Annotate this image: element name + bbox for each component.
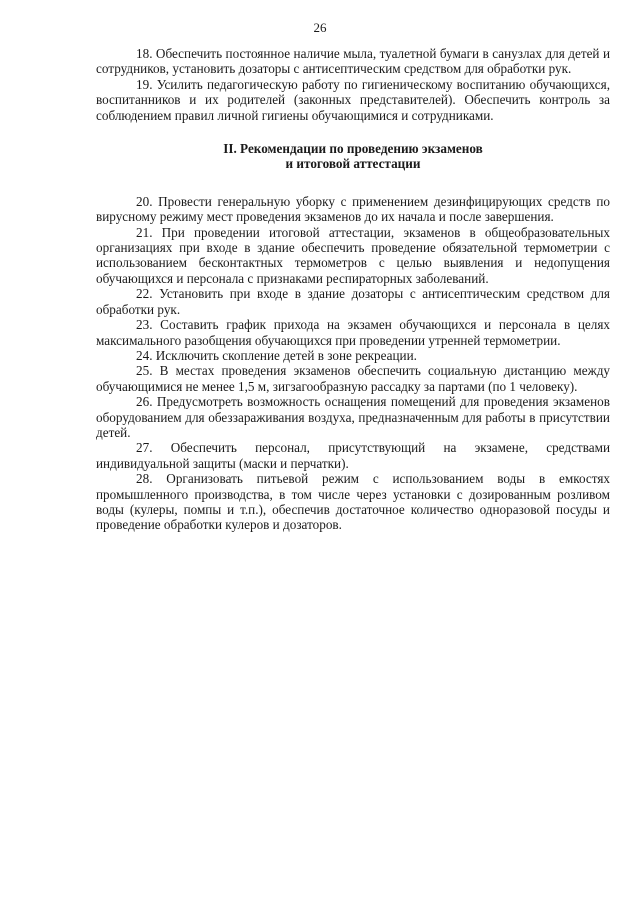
list-item-23: 23. Составить график прихода на экзамен обучающихся и персонала в целях максимального разобщения обучающихся при проведении утренней термометрии. bbox=[96, 317, 610, 348]
page-content bbox=[96, 46, 610, 533]
list-item-22: 22. Установить при входе в здание дозаторы с антисептическим средством для обработки рук. bbox=[96, 286, 610, 317]
section-heading-line-1: II. Рекомендации по проведению экзаменов bbox=[223, 141, 483, 157]
list-item-28: 28. Организовать питьевой режим с использованием воды в емкостях промышленного производства, в том числе через установки с дозированным розливом воды (кулеры, помпы и т.п.), обеспечив достаточное количество одноразовой посуды и проведение обработки кулеров и дозаторов. bbox=[96, 471, 610, 533]
section-heading-line-2: и итоговой аттестации bbox=[285, 156, 421, 172]
list-item-18: 18. Обеспечить постоянное наличие мыла, туалетной бумаги в санузлах для детей и сотрудников, установить дозаторы с антисептическим средством для обработки рук. bbox=[96, 46, 610, 77]
list-item-26: 26. Предусмотреть возможность оснащения помещений для проведения экзаменов оборудованием для обеззараживания воздуха, предназначенным для работы в присутствии детей. bbox=[96, 394, 610, 440]
list-item-19: 19. Усилить педагогическую работу по гигиеническому воспитанию обучающихся, воспитанников и их родителей (законных представителей). Обеспечить контроль за соблюдением правил личной гигиены обучающимися и сотрудниками. bbox=[96, 76, 610, 123]
list-item-20: 20. Провести генеральную уборку с применением дезинфицирующих средств по вирусному режиму мест проведения экзаменов до их начала и после завершения. bbox=[96, 193, 610, 225]
list-item-24: 24. Исключить скопление детей в зоне рекреации. bbox=[136, 347, 417, 363]
list-item-25: 25. В местах проведения экзаменов обеспечить социальную дистанцию между обучающимися не менее 1,5 м, зигзагообразную рассадку за партами (по 1 человеку). bbox=[96, 363, 610, 394]
list-item-21: 21. При проведении итоговой аттестации, экзаменов в общеобразовательных организациях при входе в здание обеспечить проведение обязательной термометрии с использованием бесконтактных термометров с целью выявления и недопущения обучающихся и персонала с признаками респираторных заболеваний. bbox=[96, 224, 610, 286]
list-item-27: 27. Обеспечить персонал, присутствующий на экзамене, средствами индивидуальной защиты (маски и перчатки). bbox=[96, 440, 610, 471]
section-heading bbox=[96, 141, 610, 172]
page-number: 26 bbox=[313, 20, 327, 35]
